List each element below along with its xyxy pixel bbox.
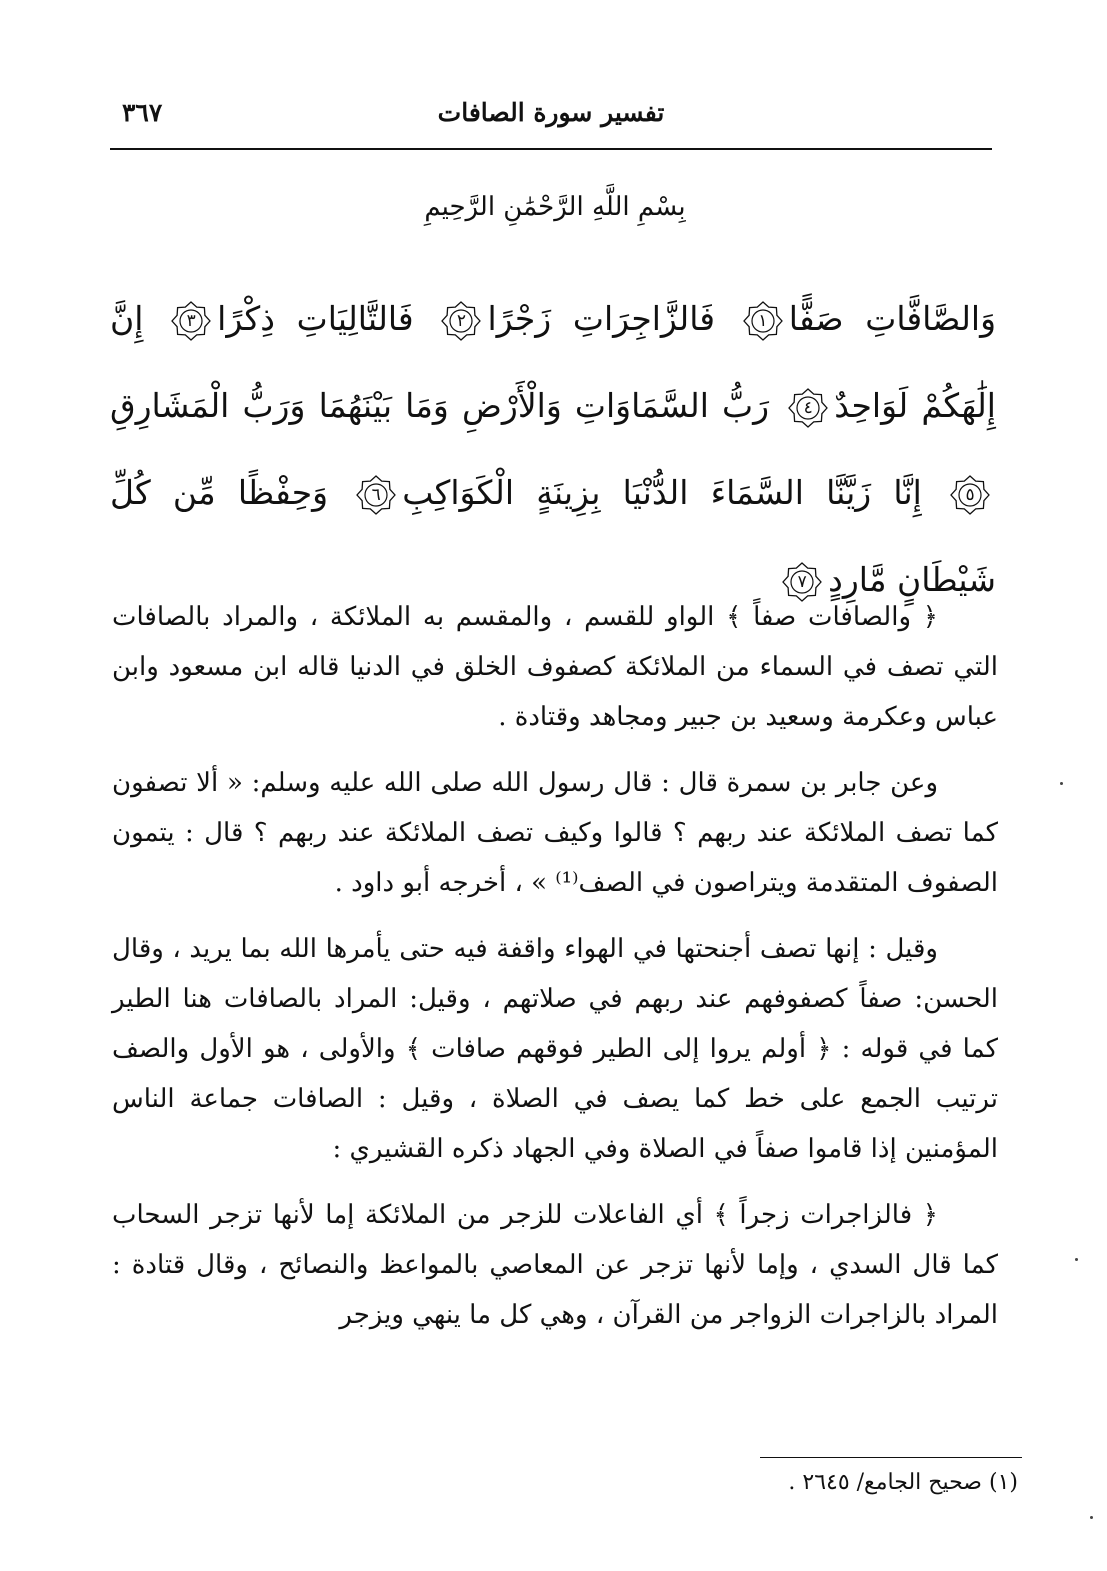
paragraph: ﴿ فالزاجرات زجراً ﴾ أي الفاعلات للزجر من الملائكة إما لأنها تزجر السحاب كما قال السدي ، وإما لأنها تزجر عن المعاصي بالمواعظ والنصائح ، وقال قتادة : المراد بالزاجرات الزواجر من القرآن ، وهي كل ما ينهي ويزجر	[112, 1200, 998, 1330]
ayah-number: ٢	[456, 311, 467, 331]
ayah-number-ornament	[950, 475, 990, 515]
scan-speck	[1075, 1258, 1078, 1261]
scan-speck	[1090, 1516, 1093, 1519]
page-number: ٣٦٧	[122, 98, 163, 127]
verse-text: إِنَّ إِلَٰهَكُمْ لَوَاحِدٌ	[110, 299, 996, 425]
header-rule	[110, 148, 992, 150]
paragraph: وقيل : إنها تصف أجنحتها في الهواء واقفة فيه حتى يأمرها الله بما يريد ، وقال الحسن: صفاً كصفوفهم عند ربهم في صلاتهم ، وقيل: المراد بالصافات هنا الطير كما في قوله : ﴿ أولم يروا إلى الطير فوقهم صافات ﴾ والأولى ، هو الأول والصف ترتيب الجمع على خط كما يصف في الصلاة ، وقيل : الصافات جماعة الناس المؤمنين إذا قاموا صفاً في الصلاة وفي الجهاد ذكره القشيري :	[112, 934, 998, 1164]
footnote-rule	[760, 1457, 1022, 1458]
ayah-number: ٥	[965, 485, 975, 505]
running-title: تفسير سورة الصافات	[437, 98, 665, 127]
verse-text: وَحِفْظًا مِّن كُلِّ شَيْطَانٍ مَّارِدٍ	[110, 473, 996, 599]
scan-speck	[1060, 782, 1063, 785]
footnote: (١) صحيح الجامع/ ٢٦٤٥ .	[788, 1470, 1018, 1495]
commentary-body	[112, 592, 998, 1340]
verse-text: إِنَّا زَيَّنَّا السَّمَاءَ الدُّنْيَا بِزِينَةٍ الْكَوَاكِبِ	[402, 473, 922, 512]
basmala-text: بِسْمِ اللَّهِ الرَّحْمَٰنِ الرَّحِيمِ	[424, 192, 686, 222]
paragraph: ﴿ والصافات صفاً ﴾ الواو للقسم ، والمقسم به الملائكة ، والمراد بالصافات التي تصف في السماء من الملائكة كصفوف الخلق في الدنيا قاله ابن مسعود وابن عباس وعكرمة وسعيد بن جبير ومجاهد وقتادة .	[112, 602, 998, 732]
page-header	[110, 96, 992, 136]
ayah-number-ornament	[788, 388, 828, 428]
ayah-number-ornament	[171, 301, 211, 341]
basmala	[340, 192, 770, 242]
ayah-number: ٧	[797, 572, 807, 592]
ayah-number: ٤	[803, 398, 813, 418]
verse-text: فَالتَّالِيَاتِ ذِكْرًا	[217, 299, 414, 338]
paragraph: وعن جابر بن سمرة قال : قال رسول الله صلى الله عليه وسلم: « ألا تصفون كما تصف الملائكة عند ربهم ؟ قالوا وكيف تصف الملائكة عند ربهم ؟ قال : يتمون الصفوف المتقدمة ويتراصون في الصف⁽¹⁾ » ، أخرجه أبو داود .	[112, 768, 998, 898]
verse-text: رَبُّ السَّمَاوَاتِ وَالْأَرْضِ وَمَا بَيْنَهُمَا وَرَبُّ الْمَشَارِقِ	[110, 386, 770, 425]
ayah-number-ornament	[356, 475, 396, 515]
ayah-number: ٦	[371, 485, 381, 505]
ayah-number-ornament	[743, 301, 783, 341]
verse-text: وَالصَّافَّاتِ صَفًّا	[788, 299, 997, 338]
quran-verses	[110, 275, 996, 623]
ayah-number-ornament	[441, 301, 481, 341]
ayah-number: ٣	[186, 311, 196, 331]
ayah-number: ١	[758, 311, 768, 331]
verse-text: فَالزَّاجِرَاتِ زَجْرًا	[487, 299, 716, 338]
